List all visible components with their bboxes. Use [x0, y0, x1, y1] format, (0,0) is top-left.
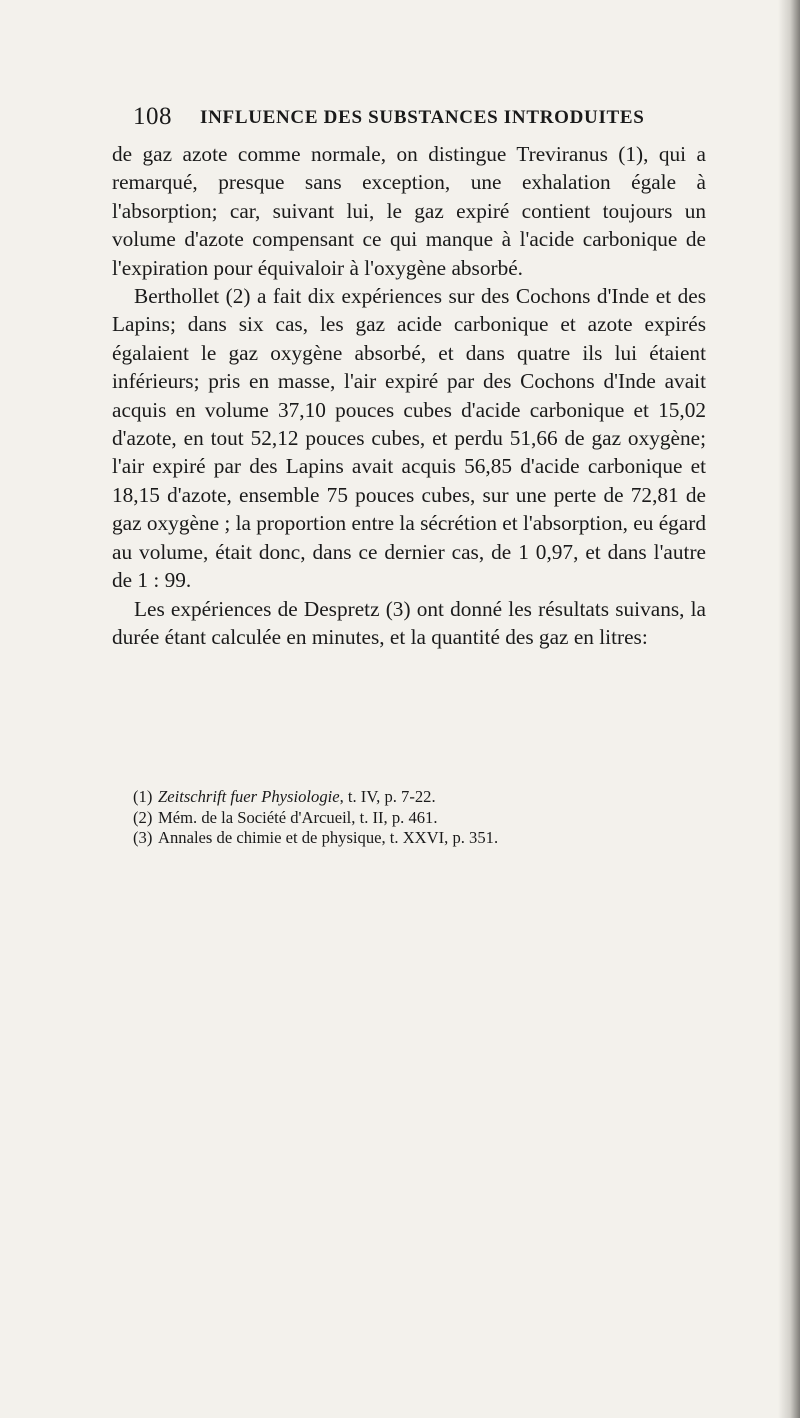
footnote-2 — [133, 808, 733, 829]
footnote-reference: Annales de chimie et de physique, t. XXVI, p. 351. — [158, 828, 499, 848]
footnote-number: (2) — [133, 807, 153, 827]
page-edge-shadow — [778, 0, 800, 1418]
paragraph-berthollet: Berthollet (2) a fait dix expériences sur des Cochons d'Inde et des Lapins; dans six cas, les gaz acide carbonique et azote expirés égalaient le gaz oxygène absorbé, et dans quatre ils lui étaient inférieurs; pris en masse, l'air expiré par des Cochons d'Inde avait acquis en volume 37,10 pouces cubes d'acide carbonique et 15,02 d'azote, en tout 52,12 pouces cubes, et perdu 51,66 de gaz oxygène; l'air expiré par des Lapins avait acquis 56,85 d'acide carbonique et 18,15 d'azote, ensemble 75 pouces cubes, sur une perte de 72,81 de gaz oxygène ; la proportion entre la sécrétion et l'absorption, eu égard au volume, était donc, dans ce dernier cas, de 1 0,97, et dans l'autre de 1 : 99. — [112, 284, 707, 593]
paragraph-despretz: Les expériences de Despretz (3) ont donné les résultats suivans, la durée étant calculée en minutes, et la quantité des gaz en litres: — [112, 596, 706, 649]
footnote-1 — [133, 787, 733, 808]
paragraph-continuation: de gaz azote comme normale, on distingue Treviranus (1), qui a remarqué, presque sans exception, une exhalation égale à l'absorption; car, suivant lui, le gaz expiré contient toujours un volume d'azote compensant ce qui manque à l'acide carbonique de l'expiration pour équivaloir à l'oxygène absorbé. — [112, 142, 706, 280]
footnote-journal-title: Zeitschrift fuer Physiologie — [158, 787, 340, 806]
footnote-reference: , t. IV, p. 7-22. — [339, 787, 436, 806]
body-text — [112, 140, 706, 651]
page-number: 108 — [133, 103, 172, 130]
footnote-number: (1) — [133, 787, 153, 806]
running-title: INFLUENCE DES SUBSTANCES INTRODUITES — [200, 107, 645, 128]
footnote-reference: Mém. de la Société d'Arcueil, t. II, p. 461. — [158, 807, 438, 827]
running-head — [133, 103, 693, 133]
footnote-3 — [133, 828, 733, 849]
footnote-number: (3) — [133, 828, 153, 848]
footnotes — [133, 787, 733, 849]
